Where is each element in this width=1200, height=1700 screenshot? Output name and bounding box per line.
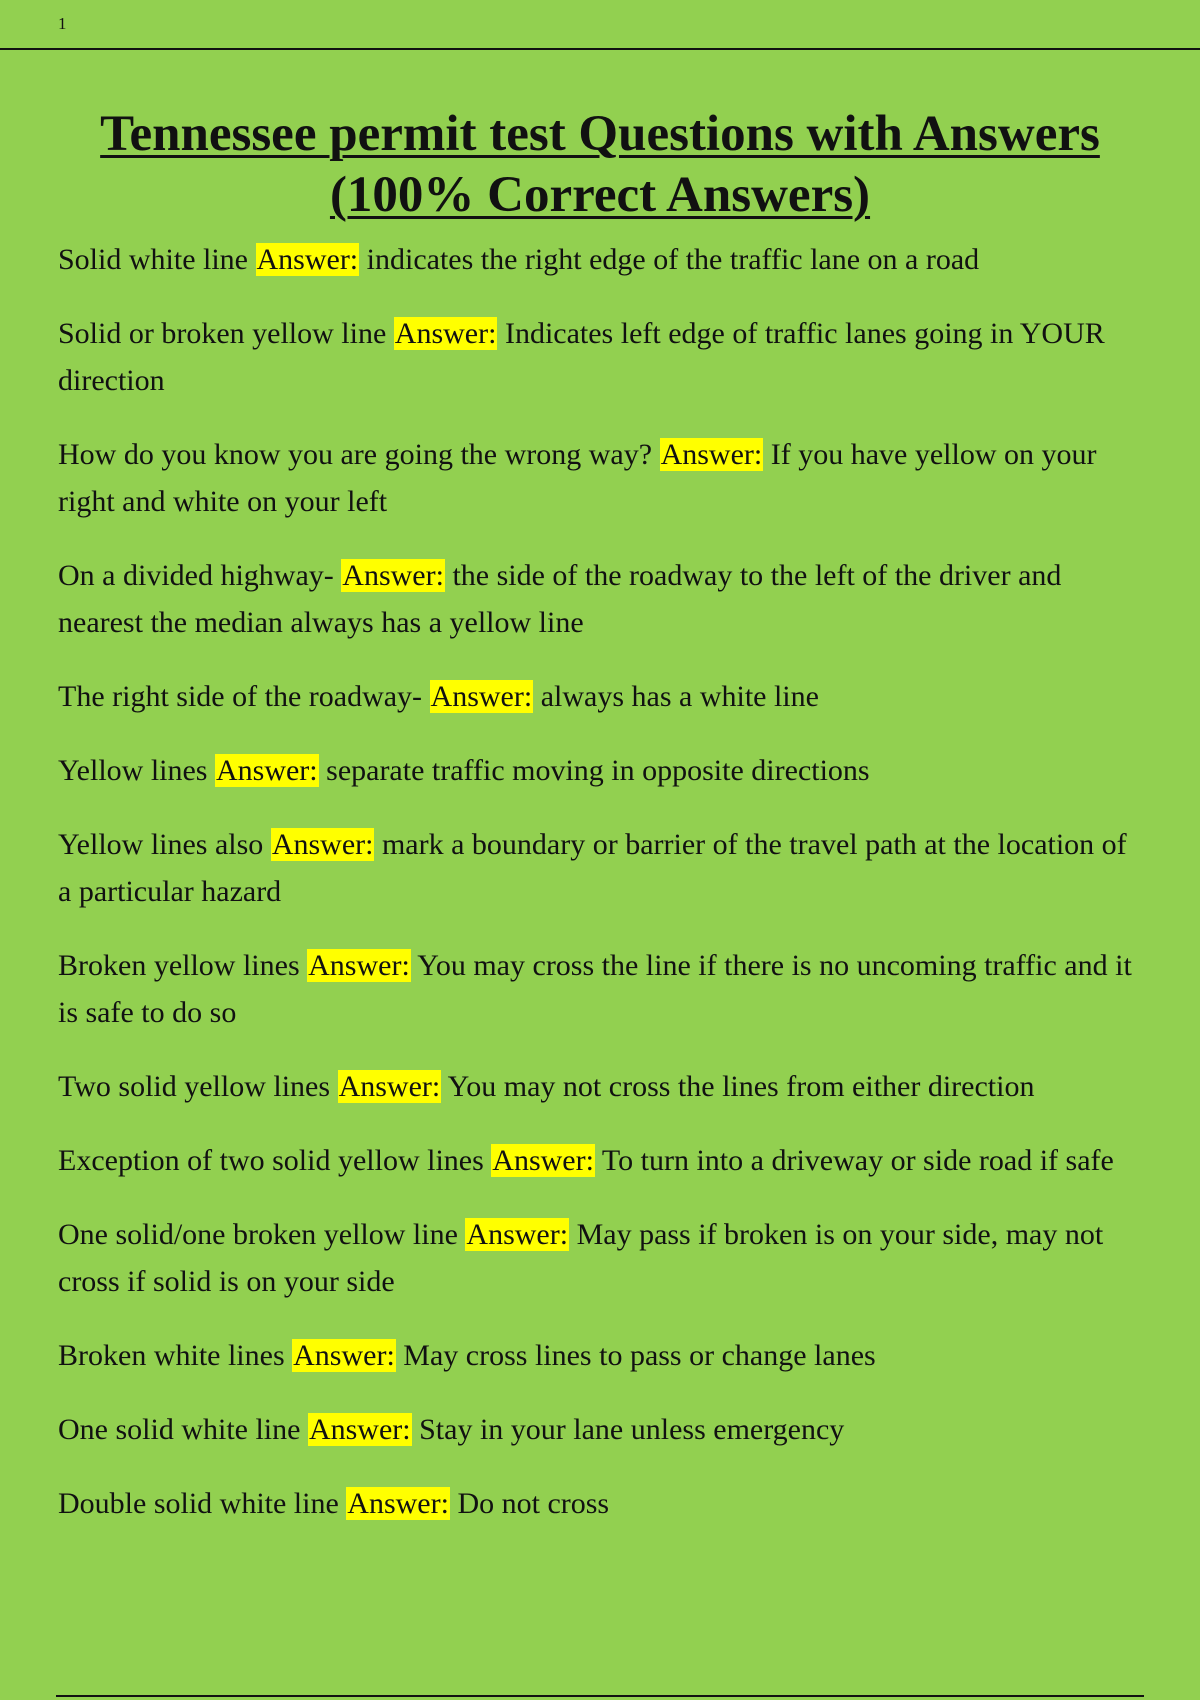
qa-item [58, 821, 1138, 915]
header-divider [0, 48, 1200, 50]
question-text: Broken yellow lines [58, 949, 300, 982]
qa-item [58, 1480, 1138, 1527]
answer-marker: Answer: [308, 949, 410, 982]
footer-divider [56, 1695, 1144, 1697]
qa-item [58, 552, 1138, 646]
qa-item [58, 1406, 1138, 1453]
answer-text: Stay in your lane unless emergency [419, 1413, 845, 1446]
answer-text: Indicates left edge of traffic lanes going in YOUR direction [58, 317, 1105, 397]
qa-item [58, 747, 1138, 794]
answer-text: always has a white line [540, 680, 819, 713]
question-text: Solid or broken yellow line [58, 317, 387, 350]
answer-text: If you have yellow on your right and white on your left [58, 438, 1097, 518]
answer-marker: Answer: [430, 680, 533, 713]
answer-text: Do not cross [457, 1487, 610, 1520]
answer-marker: Answer: [394, 317, 497, 350]
question-text: Double solid white line [58, 1487, 339, 1520]
qa-item [58, 431, 1138, 525]
qa-item [58, 673, 1138, 720]
qa-item [58, 942, 1138, 1036]
answer-marker: Answer: [256, 243, 359, 276]
qa-item [58, 310, 1138, 404]
qa-item [58, 1063, 1138, 1110]
answer-text: To turn into a driveway or side road if safe [601, 1144, 1114, 1177]
answer-text: You may cross the line if there is no uncoming traffic and it is safe to do so [58, 949, 1132, 1029]
question-text: Solid white line [58, 243, 248, 276]
question-text: How do you know you are going the wrong way? [58, 438, 653, 471]
answer-marker: Answer: [342, 559, 444, 592]
question-text: Yellow lines [58, 754, 208, 787]
answer-text: indicates the right edge of the traffic lane on a road [366, 243, 980, 276]
question-text: One solid/one broken yellow line [58, 1218, 458, 1251]
answer-marker: Answer: [466, 1218, 569, 1251]
question-text: One solid white line [58, 1413, 301, 1446]
answer-text: You may not cross the lines from either direction [447, 1070, 1035, 1103]
document-title: Tennessee permit test Questions with Answers (100% Correct Answers) [100, 106, 1100, 223]
question-text: Broken white lines [58, 1339, 285, 1372]
qa-item [58, 1211, 1138, 1305]
question-text: On a divided highway- [58, 559, 334, 592]
qa-item [58, 1332, 1138, 1379]
answer-marker: Answer: [271, 828, 374, 861]
answer-marker: Answer: [660, 438, 763, 471]
answer-marker: Answer: [347, 1487, 449, 1520]
answer-text: the side of the roadway to the left of the driver and nearest the median always has a yellow line [58, 559, 1062, 639]
qa-item [58, 236, 1138, 283]
answer-marker: Answer: [293, 1339, 395, 1372]
answer-text: mark a boundary or barrier of the travel path at the location of a particular hazard [58, 828, 1127, 908]
page-number: 1 [58, 14, 67, 33]
question-text: Yellow lines also [58, 828, 264, 861]
answer-marker: Answer: [338, 1070, 441, 1103]
answer-marker: Answer: [215, 754, 318, 787]
qa-list [58, 236, 1138, 1554]
answer-marker: Answer: [492, 1144, 594, 1177]
question-text: Two solid yellow lines [58, 1070, 331, 1103]
qa-item [58, 1137, 1138, 1184]
question-text: Exception of two solid yellow lines [58, 1144, 484, 1177]
answer-marker: Answer: [308, 1413, 411, 1446]
answer-text: May cross lines to pass or change lanes [403, 1339, 876, 1372]
answer-text: separate traffic moving in opposite directions [326, 754, 870, 787]
question-text: The right side of the roadway- [58, 680, 423, 713]
answer-text: May pass if broken is on your side, may not cross if solid is on your side [58, 1218, 1104, 1298]
